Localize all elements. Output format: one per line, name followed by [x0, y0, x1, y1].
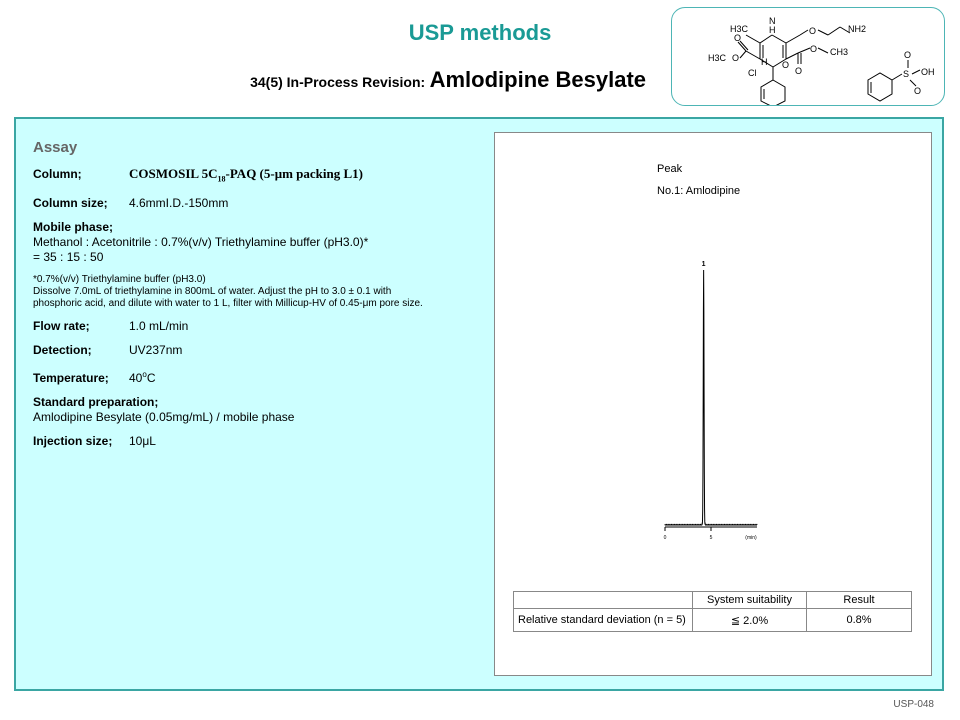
page-title: USP methods: [408, 20, 552, 45]
struct-label: H: [769, 25, 776, 35]
standard-prep-block: [33, 395, 473, 425]
peak-identity: No.1: Amlodipine: [657, 185, 741, 197]
flow-rate-value: 1.0 mL/min: [129, 318, 189, 333]
chemical-structure: [672, 8, 944, 105]
table-header-cell: [514, 592, 693, 609]
table-header-row: [514, 592, 912, 609]
note-line1: *0.7%(v/v) Triethylamine buffer (pH3.0): [33, 273, 206, 285]
detection-label: Detection;: [33, 342, 92, 357]
struct-label: O: [809, 26, 817, 36]
injection-row: [33, 434, 473, 449]
flow-rate-row: [33, 319, 473, 334]
column-value-b: -PAQ (5-μm packing L1): [225, 166, 363, 181]
struct-label: CH3: [830, 47, 849, 57]
degree-sign: o: [142, 369, 147, 379]
table-cell: 0.8%: [807, 609, 912, 632]
column-label: Column;: [33, 167, 82, 181]
struct-label: O: [782, 60, 790, 70]
column-value: [129, 166, 363, 184]
struct-label: Cl: [748, 68, 757, 78]
temperature-number: 40: [129, 370, 143, 385]
mobile-phase-block: [33, 220, 473, 265]
peak-number-label: 1: [701, 261, 706, 268]
compound-name: Amlodipine Besylate: [429, 67, 646, 92]
temperature-label: Temperature;: [33, 370, 109, 385]
struct-label: H3C: [708, 53, 727, 63]
note-line3: phosphoric acid, and dilute with water to 1 L, filter with Millicup-HV of 0.45-μm pore size.: [33, 297, 423, 309]
struct-label: H: [761, 57, 768, 67]
struct-label: S: [903, 69, 910, 79]
chromatogram-plot: [495, 133, 931, 573]
x-tick-label: 0: [663, 535, 667, 541]
assay-conditions: [33, 139, 473, 458]
detection-row: [33, 343, 473, 358]
method-panel: [14, 117, 944, 691]
temperature-value: [129, 371, 155, 385]
table-header-cell: System suitability: [693, 592, 807, 609]
x-tick-label: 5: [709, 535, 713, 541]
injection-value: 10μL: [129, 433, 156, 448]
struct-label: O: [810, 44, 818, 54]
table-cell: Relative standard deviation (n = 5): [514, 609, 693, 632]
structure-box: [671, 7, 945, 106]
note-line2: Dissolve 7.0mL of triethylamine in 800mL of water. Adjust the pH to 3.0 ± 0.1 with: [33, 285, 392, 297]
struct-label: O: [795, 66, 803, 76]
table-row: [514, 609, 912, 632]
x-axis-unit: (min): [745, 535, 757, 541]
detection-value: UV237nm: [129, 342, 183, 357]
struct-label: O: [904, 50, 912, 60]
standard-label: Standard preparation;: [33, 394, 159, 409]
temperature-row: [33, 367, 473, 386]
assay-heading: Assay: [33, 139, 78, 156]
chromatogram-trace: [665, 270, 757, 525]
subtitle-prefix: 34(5) In-Process Revision:: [250, 74, 426, 90]
column-size-row: [33, 196, 473, 211]
table-header-cell: Result: [807, 592, 912, 609]
injection-label: Injection size;: [33, 433, 113, 448]
struct-label: N: [769, 16, 776, 26]
flow-rate-label: Flow rate;: [33, 318, 90, 333]
buffer-note: [33, 274, 473, 310]
standard-value: Amlodipine Besylate (0.05mg/mL) / mobile phase: [33, 409, 295, 424]
column-size-label: Column size;: [33, 195, 108, 210]
chromatogram-panel: [494, 132, 932, 676]
temperature-unit: C: [146, 370, 156, 385]
slide-code: USP-048: [893, 699, 934, 710]
struct-label: H3C: [730, 24, 749, 34]
struct-label: NH2: [848, 24, 867, 34]
struct-label: O: [732, 53, 740, 63]
column-row: [33, 166, 473, 187]
struct-label: OH: [921, 67, 935, 77]
mobile-phase-label: Mobile phase;: [33, 219, 114, 234]
mobile-phase-line2: = 35 : 15 : 50: [33, 249, 104, 264]
column-size-value: 4.6mmI.D.-150mm: [129, 195, 229, 210]
results-table: [513, 591, 912, 632]
mobile-phase-line1: Methanol : Acetonitrile : 0.7%(v/v) Triethylamine buffer (pH3.0)*: [33, 234, 369, 249]
page-subtitle: [150, 67, 646, 93]
column-value-a: COSMOSIL 5C: [129, 166, 218, 181]
column-value-sub: 18: [217, 174, 226, 184]
struct-label: O: [914, 86, 922, 96]
struct-label: O: [734, 33, 742, 43]
table-cell: ≦ 2.0%: [693, 609, 807, 632]
peak-heading: Peak: [657, 163, 683, 175]
